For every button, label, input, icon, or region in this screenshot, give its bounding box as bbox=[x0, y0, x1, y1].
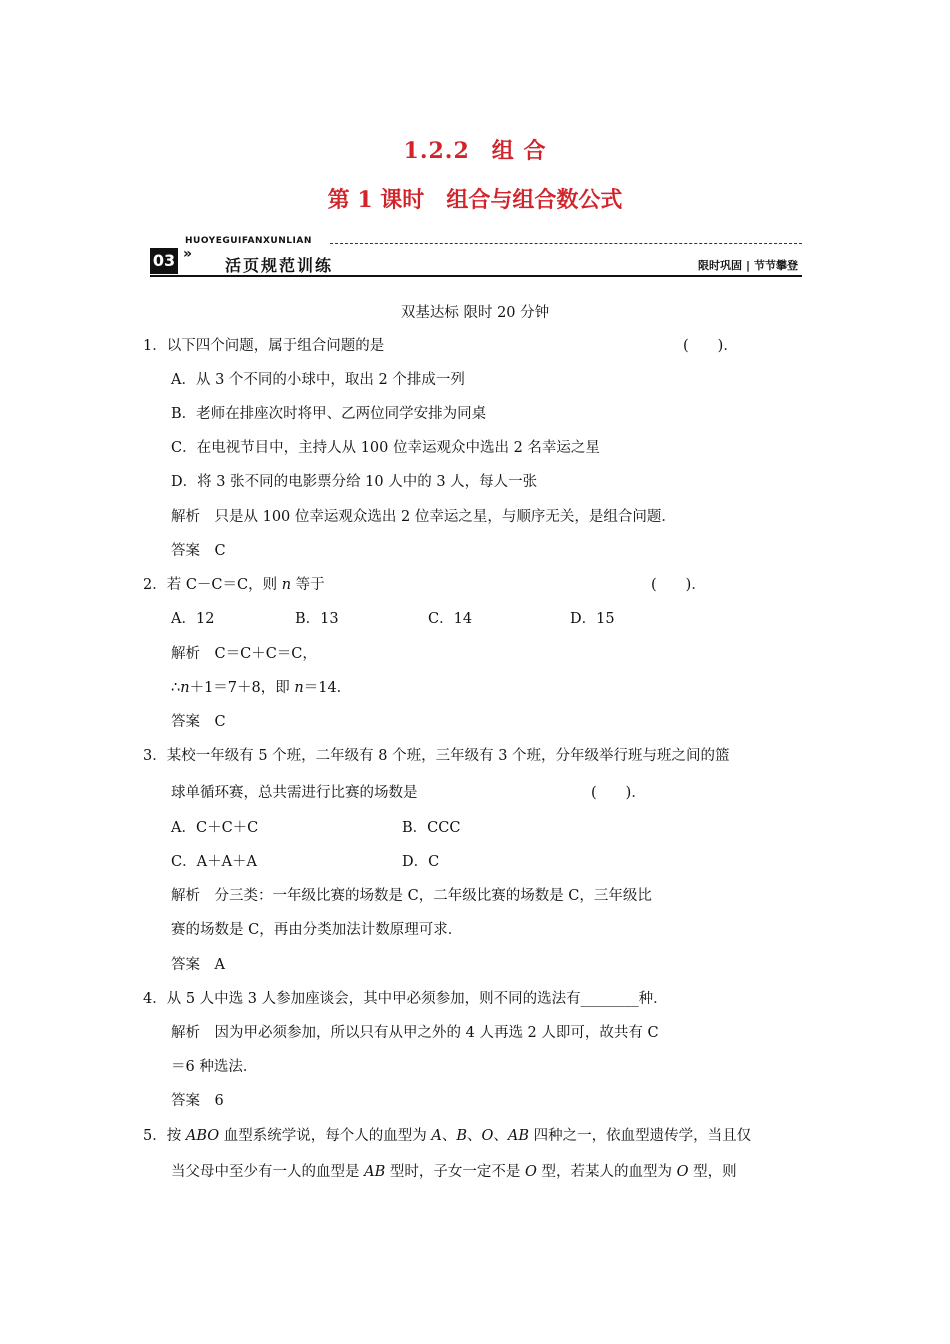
answer-blank: ( )． bbox=[651, 577, 706, 593]
question-2 bbox=[143, 573, 325, 594]
q5-seg: 四种之一，依血型遗传学，当且仅 bbox=[529, 1128, 752, 1144]
q5-blood-a: A bbox=[431, 1128, 442, 1144]
solution: 解析 因为甲必须参加，所以只有从甲之外的 4 人再选 2 人即可，故共有 C bbox=[171, 1025, 659, 1041]
exercise-subheading: 双基达标 限时 20 分钟 bbox=[400, 305, 550, 321]
solution: 解析 C＝C＋C＝C， bbox=[171, 646, 317, 662]
q5-seg: 、 bbox=[493, 1128, 508, 1144]
banner-right-b: 节节攀登 bbox=[754, 259, 798, 272]
q2-var: n bbox=[281, 577, 292, 593]
solution: 解析 分三类：一年级比赛的场数是 C，二年级比赛的场数是 C，三年级比 bbox=[171, 888, 652, 904]
answer-blank: ( )． bbox=[683, 338, 738, 354]
var-n: n bbox=[180, 680, 190, 696]
answer: 答案 A bbox=[171, 957, 225, 973]
question-5-continued bbox=[171, 1160, 737, 1181]
eq-end: ＝14． bbox=[303, 680, 352, 696]
option-d: D．将 3 张不同的电影票分给 10 人中的 3 人，每人一张 bbox=[171, 474, 538, 490]
q5b-o: O bbox=[524, 1164, 537, 1180]
solution-continued: 赛的场数是 C，再由分类加法计数原理可求． bbox=[171, 922, 463, 938]
banner-rule bbox=[150, 275, 802, 277]
option-b: B．CCC bbox=[402, 820, 461, 836]
section-banner bbox=[150, 236, 802, 278]
title-text: 组 合 bbox=[491, 138, 547, 164]
option-a: A．C＋C＋C bbox=[171, 820, 259, 836]
option-c: C．14 bbox=[428, 611, 473, 627]
question-4: 4．从 5 人中选 3 人参加座谈会，其中甲必须参加，则不同的选法有________种． bbox=[143, 991, 668, 1007]
banner-badge: 03 bbox=[150, 248, 178, 274]
q5-seg: 血型系统学说，每个人的血型为 bbox=[219, 1128, 432, 1144]
banner-right-labels bbox=[698, 257, 798, 273]
q5b-ab: AB bbox=[364, 1164, 386, 1180]
q5-abo: ABO bbox=[185, 1128, 220, 1144]
option-c: C．在电视节目中，主持人从 100 位幸运观众中选出 2 名幸运之星 bbox=[171, 440, 600, 456]
option-a: A．从 3 个不同的小球中，取出 2 个排成一列 bbox=[171, 372, 465, 388]
q2-pre: 2．若 C－C＝C，则 bbox=[143, 577, 282, 593]
q5-blood-o: O bbox=[481, 1128, 494, 1144]
solution: 解析 只是从 100 位幸运观众选出 2 位幸运之星，与顺序无关，是组合问题． bbox=[171, 509, 676, 525]
q5b-seg: 型，若某人的血型为 bbox=[536, 1164, 677, 1180]
q5-seg: 、 bbox=[467, 1128, 482, 1144]
q5b-seg: 当父母中至少有一人的血型是 bbox=[171, 1164, 365, 1180]
option-b: B．13 bbox=[295, 611, 339, 627]
lesson-number: 第 1 课时 bbox=[327, 187, 425, 213]
option-c: C．A＋A＋A bbox=[171, 854, 258, 870]
q5-seg: 5．按 bbox=[143, 1128, 186, 1144]
banner-title: 活页规范训练 bbox=[225, 256, 334, 275]
option-b: B．老师在排座次时将甲、乙两位同学安排为同桌 bbox=[171, 406, 487, 422]
banner-pinyin: HUOYEGUIFANXUNLIAN bbox=[185, 236, 312, 246]
answer-blank: ( )． bbox=[591, 785, 646, 801]
solution-continued bbox=[171, 676, 351, 697]
banner-right-a: 限时巩固 bbox=[697, 259, 742, 272]
question-1: 1．以下四个问题，属于组合问题的是 bbox=[143, 338, 385, 354]
question-5 bbox=[143, 1124, 751, 1145]
section-number-title bbox=[0, 134, 950, 165]
answer: 答案 C bbox=[171, 543, 226, 559]
answer: 答案 C bbox=[171, 714, 226, 730]
q5-seg: 、 bbox=[441, 1128, 457, 1144]
lesson-topic: 组合与组合数公式 bbox=[446, 187, 623, 213]
q2-post: 等于 bbox=[291, 577, 325, 593]
option-d: D．15 bbox=[570, 611, 615, 627]
option-d: D．C bbox=[402, 854, 440, 870]
title-number: 1.2.2 bbox=[403, 138, 470, 164]
banner-separator: | bbox=[745, 259, 750, 272]
solution-continued: ＝6 种选法． bbox=[171, 1059, 258, 1075]
q5-blood-ab: AB bbox=[507, 1128, 530, 1144]
question-3: 3．某校一年级有 5 个班，二年级有 8 个班，三年级有 3 个班，分年级举行班与班之间的篮 bbox=[143, 748, 730, 764]
eq-mid: ＋1＝7＋8，即 bbox=[189, 680, 295, 696]
banner-dashed-rule bbox=[330, 243, 802, 244]
q5b-o2: O bbox=[676, 1164, 689, 1180]
q5b-seg: 型，则 bbox=[688, 1164, 737, 1180]
question-3-continued: 球单循环赛，总共需进行比赛的场数是 bbox=[171, 785, 418, 801]
answer: 答案 6 bbox=[171, 1093, 224, 1109]
therefore: ∴ bbox=[171, 680, 181, 696]
option-a: A．12 bbox=[171, 611, 215, 627]
q5b-seg: 型时，子女一定不是 bbox=[385, 1164, 525, 1180]
var-n: n bbox=[294, 680, 304, 696]
lesson-subtitle bbox=[0, 183, 950, 214]
q5-blood-b: B bbox=[456, 1128, 467, 1144]
chevron-icon: » bbox=[183, 246, 193, 262]
